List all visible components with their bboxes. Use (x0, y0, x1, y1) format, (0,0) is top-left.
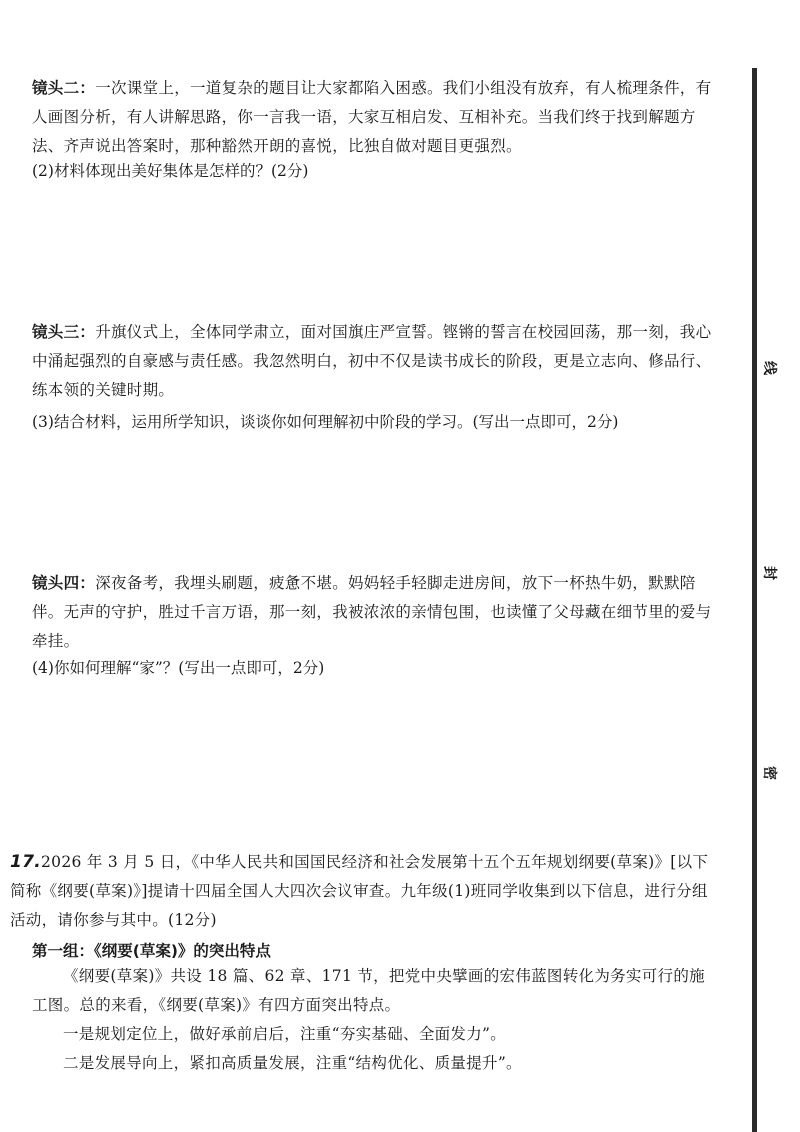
scene2-text: 一次课堂上，一道复杂的题目让大家都陷入困惑。我们小组没有放弃，有人梳理条件，有人画图分析，有人讲解思路，你一言我一语，大家互相启发、互相补充。当我们终于找到解题方法、齐声说出答案时，那种豁然开朗的喜悦，比独自做对题目更强烈。 (32, 79, 712, 155)
group1-paragraph-1: 《纲要(草案)》共设 18 篇、62 章、171 节，把党中央擘画的宏伟蓝图转化为务实可行的施工图。总的来看，《纲要(草案)》有四方面突出特点。 (32, 967, 705, 1014)
binding-mark-line: 线 (761, 361, 777, 375)
group1-paragraph-2: 一是规划定位上，做好承前启后，注重“夯实基础、全面发力”。 (63, 1025, 507, 1043)
scene2-paragraph (32, 74, 712, 161)
binding-line (752, 68, 757, 1132)
scene3-paragraph (32, 318, 712, 405)
binding-mark-seal: 封 (761, 566, 777, 580)
binding-mark-secret: 密 (761, 766, 777, 780)
question-2: (2)材料体现出美好集体是怎样的？(2分) (32, 162, 309, 180)
scene3-text: 升旗仪式上，全体同学肃立，面对国旗庄严宣誓。铿锵的誓言在校园回荡，那一刻，我心中涌起强烈的自豪感与责任感。我忽然明白，初中不仅是读书成长的阶段，更是立志向、修品行、练本领的关键时期。 (32, 323, 712, 399)
scene3-label: 镜头三： (32, 323, 96, 341)
q17-stem (10, 848, 712, 935)
group1-paragraph-3: 二是发展导向上，紧扣高质量发展，注重“结构优化、质量提升”。 (63, 1054, 522, 1072)
group1-title: 第一组：《纲要(草案)》的突出特点 (32, 942, 271, 960)
scene2-label: 镜头二： (32, 79, 96, 97)
q17-text: 2026 年 3 月 5 日，《中华人民共和国国民经济和社会发展第十五个五年规划纲要(草案)》[以下简称《纲要(草案)》]提请十四届全国人大四次会议审查。九年级(1)班同学收集到以下信息，进行分组活动，请你参与其中。(12分) (10, 853, 709, 929)
q17-number: 17. (10, 852, 42, 872)
scene4-text: 深夜备考，我埋头刷题，疲惫不堪。妈妈轻手轻脚走进房间，放下一杯热牛奶，默默陪伴。无声的守护，胜过千言万语，那一刻，我被浓浓的亲情包围，也读懂了父母藏在细节里的爱与牵挂。 (32, 574, 712, 650)
question-4: (4)你如何理解“家”？(写出一点即可，2分) (32, 659, 325, 677)
scene4-label: 镜头四： (32, 574, 96, 592)
question-3: (3)结合材料，运用所学知识，谈谈你如何理解初中阶段的学习。(写出一点即可，2分) (32, 413, 619, 431)
scene4-paragraph (32, 569, 712, 656)
